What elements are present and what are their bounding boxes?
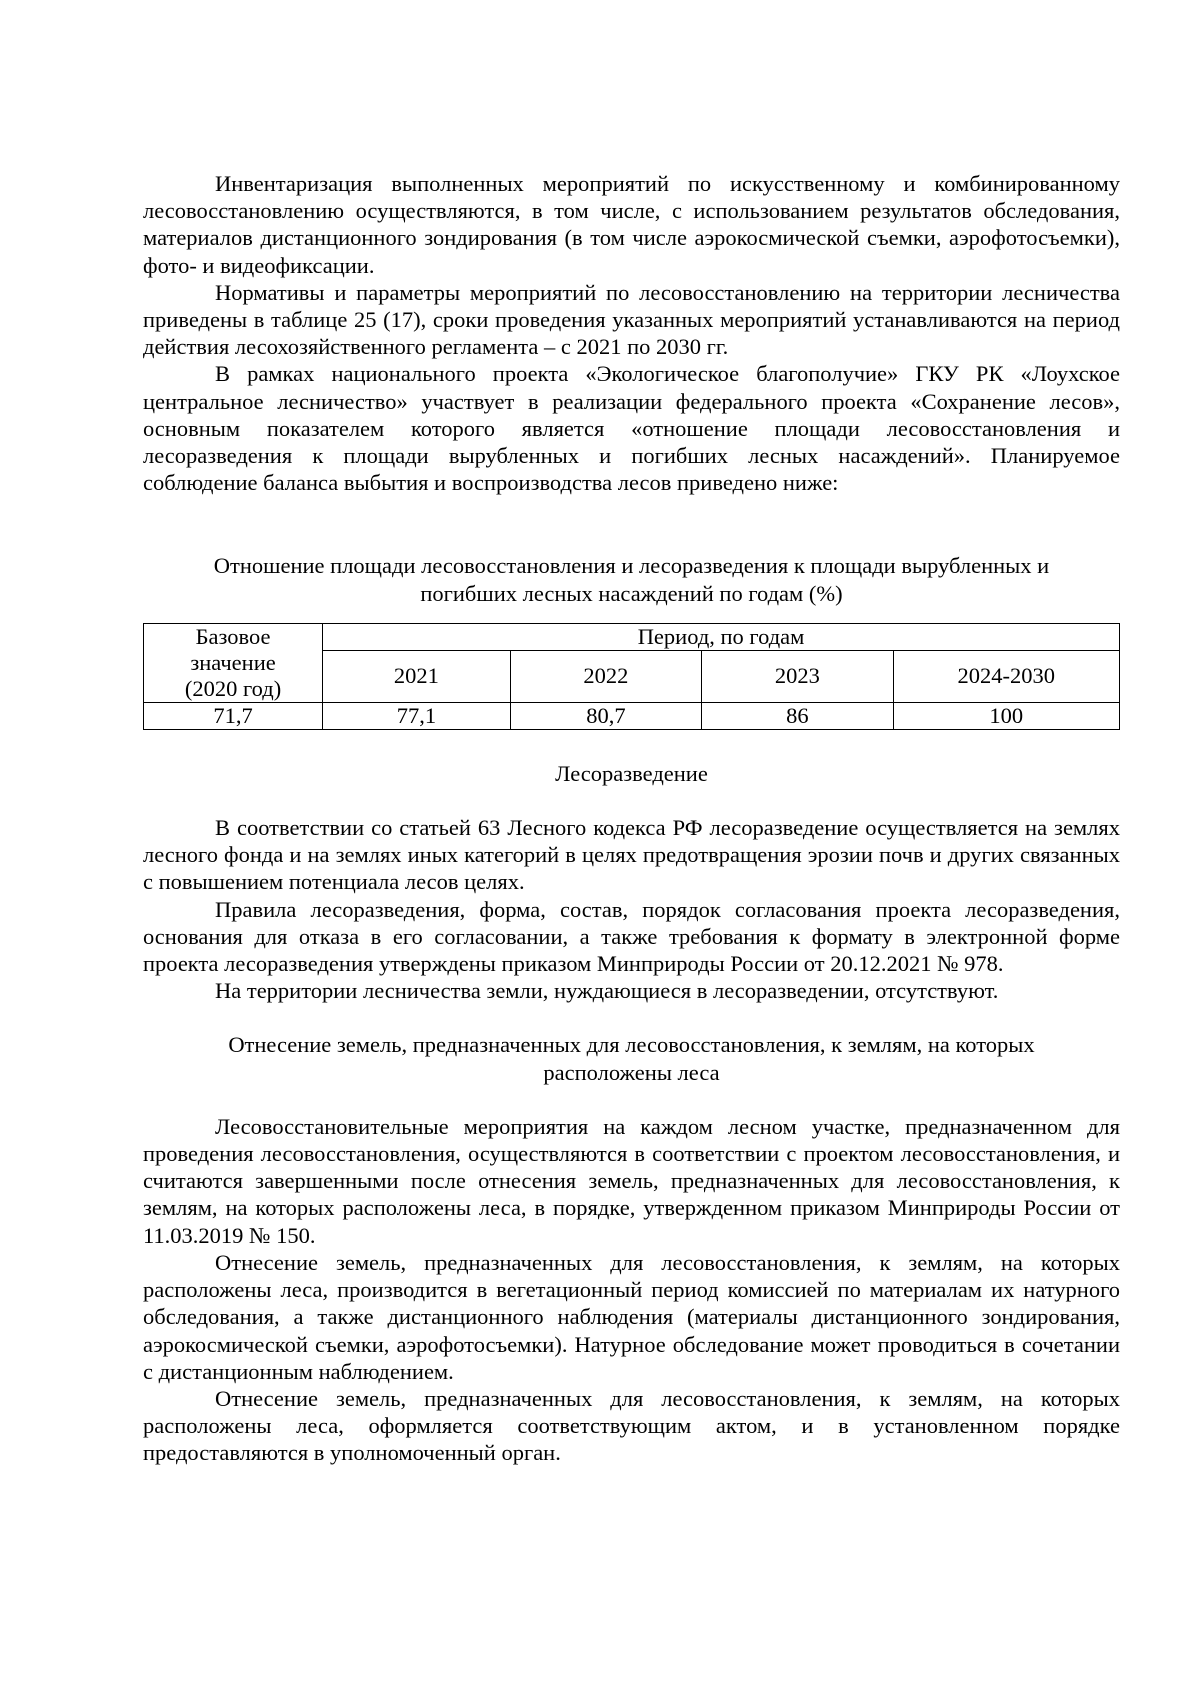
value-base: 71,7 <box>144 702 323 729</box>
base-value-header: Базовое значение (2020 год) <box>144 623 323 702</box>
land-assignment-paragraph-commission: Отнесение земель, предназначенных для лесовосстановления, к землям, на которых расположены леса, производится в вегетационный период комиссией по материалам их натурного обследования, а также дистанционного наблюдения (материалы дистанционного зондирования, аэрокосмической съемки, аэрофотосъемки). Натурное обследование может проводиться в сочетании с дистанционным наблюдением. <box>143 1249 1120 1384</box>
section-heading-land-assignment-line1: Отнесение земель, предназначенных для лесовосстановления, к землям, на которых <box>228 1032 1035 1058</box>
section-heading-afforestation: Лесоразведение <box>555 760 708 786</box>
value-2023: 86 <box>702 702 893 729</box>
value-2022: 80,7 <box>510 702 701 729</box>
intro-paragraph-national-project: В рамках национального проекта «Экологическое благополучие» ГКУ РК «Лоухское центральное лесничество» участвует в реализации федерального проекта «Сохранение лесов», основным показателем которого является «отношение площади лесовосстановления и лесоразведения к площади вырубленных и погибших лесных насаждений». Планируемое соблюдение баланса выбытия и воспроизводства лесов приведено ниже: <box>143 361 1120 496</box>
table-values-row <box>144 702 1120 729</box>
year-header-2023: 2023 <box>702 650 893 702</box>
table-header-row <box>144 623 1120 650</box>
section-heading-land-assignment-line2: расположены леса <box>543 1059 720 1085</box>
afforestation-paragraph-rules: Правила лесоразведения, форма, состав, порядок согласования проекта лесоразведения, основания для отказа в его согласовании, а также требования к формату в электронной форме проекта лесоразведения утверждены приказом Минприроды России от 20.12.2021 № 978. <box>143 896 1120 977</box>
reforestation-ratio-table <box>143 623 1120 730</box>
document-page <box>143 170 1120 1467</box>
table-title-line1: Отношение площади лесовосстановления и лесоразведения к площади вырубленных и <box>213 553 1050 579</box>
land-assignment-paragraph-act: Отнесение земель, предназначенных для лесовосстановления, к землям, на которых расположены леса, оформляется соответствующим актом, и в установленном порядке предоставляются в уполномоченный орган. <box>143 1385 1120 1466</box>
land-assignment-paragraph-completion: Лесовосстановительные мероприятия на каждом лесном участке, предназначенном для проведения лесовосстановления, осуществляются в соответствии с проектом лесовосстановления, и считаются завершенными после отнесения земель, предназначенных для лесовосстановления, к землям, на которых расположены леса, в порядке, утвержденном приказом Минприроды России от 11.03.2019 № 150. <box>143 1113 1120 1248</box>
intro-paragraph-norms: Нормативы и параметры мероприятий по лесовосстановлению на территории лесничества приведены в таблице 25 (17), сроки проведения указанных мероприятий устанавливаются на период действия лесохозяйственного регламента – с 2021 по 2030 гг. <box>143 279 1120 360</box>
table-title-line2: погибших лесных насаждений по годам (%) <box>420 580 843 606</box>
value-2021: 77,1 <box>323 702 511 729</box>
table-title <box>143 552 1120 606</box>
year-header-2024-2030: 2024-2030 <box>893 650 1119 702</box>
afforestation-paragraph-absent: На территории лесничества земли, нуждающиеся в лесоразведении, отсутствуют. <box>215 978 999 1004</box>
year-header-2022: 2022 <box>510 650 701 702</box>
year-header-2021: 2021 <box>323 650 511 702</box>
afforestation-paragraph-law: В соответствии со статьей 63 Лесного кодекса РФ лесоразведение осуществляется на землях лесного фонда и на землях иных категорий в целях предотвращения эрозии почв и других связанных с повышением потенциала лесов целях. <box>143 815 1120 895</box>
value-2024-2030: 100 <box>893 702 1119 729</box>
intro-paragraph-inventory: Инвентаризация выполненных мероприятий по искусственному и комбинированному лесовосстановлению осуществляются, в том числе, с использованием результатов обследования, материалов дистанционного зондирования (в том числе аэрокосмической съемки, аэрофотосъемки), фото- и видеофиксации. <box>143 171 1120 278</box>
period-header: Период, по годам <box>323 623 1120 650</box>
section-heading-land-assignment <box>143 1031 1120 1085</box>
